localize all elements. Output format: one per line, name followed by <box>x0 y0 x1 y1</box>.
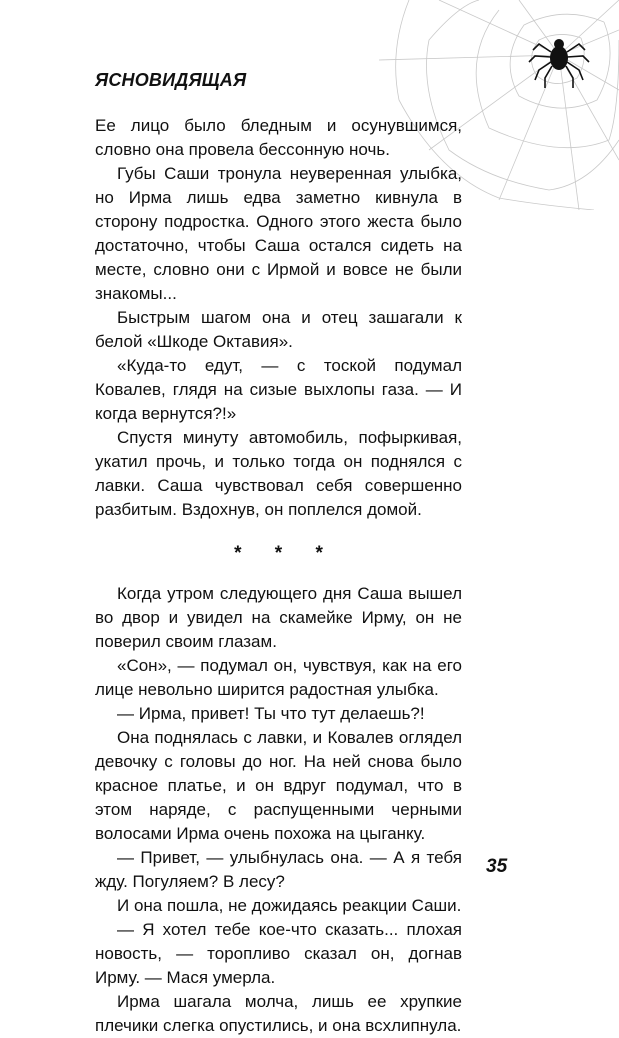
paragraph: И она пошла, не дожидаясь реакции Саши. <box>117 896 462 915</box>
running-head: ЯСНОВИДЯЩАЯ <box>95 70 247 90</box>
body-text <box>95 114 462 1038</box>
paragraph: Губы Саши тронула неуверенная улыбка, но Ирма лишь едва заметно кивнула в сторону подростка. Одного этого жеста было достаточно, чтобы Саша остался сидеть на месте, словно они с Ирмой и вовсе не были знакомы... <box>95 164 462 303</box>
paragraph: «Сон», — подумал он, чувствуя, как на его лице невольно ширится радостная улыбка. <box>95 656 462 699</box>
section-separator: * * * <box>234 543 337 564</box>
paragraph: — Ирма, привет! Ты что тут делаешь?! <box>117 704 425 723</box>
paragraph: Она поднялась с лавки, и Ковалев оглядел девочку с головы до ног. На ней снова было красное платье, и он вдруг подумал, что в этом наряде, с распущенными черными волосами Ирма очень похожа на цыганку. <box>95 728 462 843</box>
paragraph: «Куда-то едут, — с тоской подумал Ковалев, глядя на сизые выхлопы газа. — И когда вернутся?!» <box>95 356 462 423</box>
paragraph: — Привет, — улыбнулась она. — А я тебя жду. Погуляем? В лесу? <box>95 848 462 891</box>
paragraph: Когда утром следующего дня Саша вышел во двор и увидел на скамейке Ирму, он не поверил своим глазам. <box>95 584 462 651</box>
paragraph: Ирма шагала молча, лишь ее хрупкие плечики слегка опустились, и она всхлипнула. <box>95 992 462 1035</box>
paragraph: Быстрым шагом она и отец зашагали к белой «Шкоде Октавия». <box>95 308 462 351</box>
paragraph: Ее лицо было бледным и осунувшимся, словно она провела бессонную ночь. <box>95 116 462 159</box>
paragraph: — Я хотел тебе кое-что сказать... плохая новость, — торопливо сказал он, догнав Ирму. — Мася умерла. <box>95 920 462 987</box>
page-number: 35 <box>486 856 508 877</box>
paragraph: Спустя минуту автомобиль, пофыркивая, укатил прочь, и только тогда он поднялся с лавки. Саша чувствовал себя совершенно разбитым. Вздохнув, он поплелся домой. <box>95 428 462 519</box>
